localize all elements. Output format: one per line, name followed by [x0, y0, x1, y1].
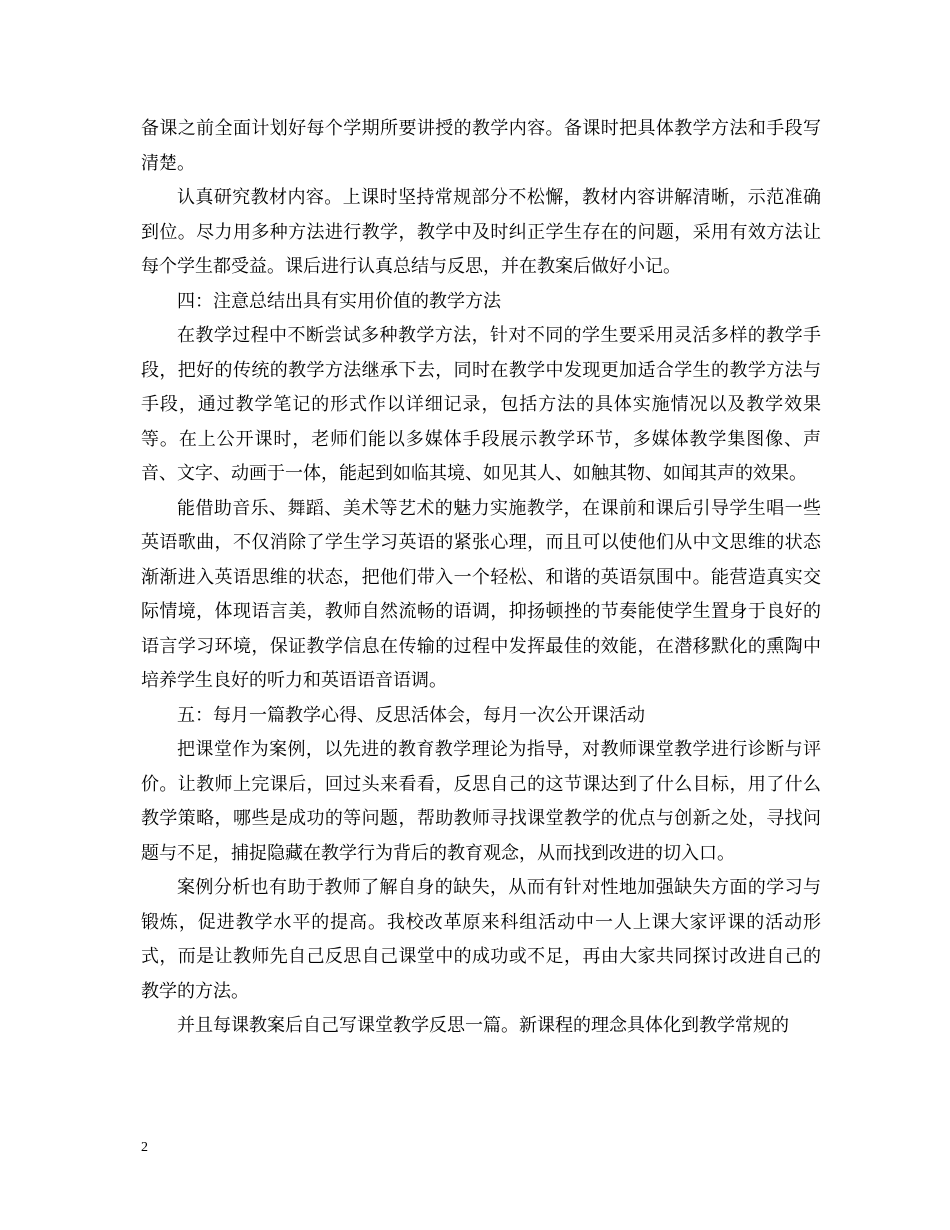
section-heading-five: 五：每月一篇教学心得、反思活体会，每月一次公开课活动: [177, 704, 645, 726]
document-body: [141, 112, 821, 1044]
paragraph-arts-teaching: 能借助音乐、舞蹈、美术等艺术的魅力实施教学，在课前和课后引导学生唱一些英语歌曲，不仅消除了学生学习英语的紧张心理，而且可以使他们从中文思维的状态渐渐进入英语思维的状态，把他们带入一个轻松、和谐的英语氛围中。能营造真实交际情境，体现语言美，教师自然流畅的语调，抑扬顿挫的节奏能使学生置身于良好的语言学习环境，保证教学信息在传输的过程中发挥最佳的效能，在潜移默化的熏陶中培养学生良好的听力和英语语音语调。: [141, 497, 821, 691]
paragraph-reflection: 并且每课教案后自己写课堂教学反思一篇。新课程的理念具体化到教学常规的: [177, 1015, 789, 1036]
paragraph-teaching-methods: 在教学过程中不断尝试多种教学方法，针对不同的学生要采用灵活多样的教学手段，把好的传统的教学方法继承下去，同时在教学中发现更加适合学生的教学方法与手段，通过教学笔记的形式作以详细记录，包括方法的具体实施情况以及教学效果等。在上公开课时，老师们能以多媒体手段展示教学环节，多媒体教学集图像、声音、文字、动画于一体，能起到如临其境、如见其人、如触其物、如闻其声的效果。: [141, 325, 821, 484]
page-number: 2: [141, 1140, 148, 1155]
paragraph-classroom-case: 把课堂作为案例，以先进的教育教学理论为指导，对教师课堂教学进行诊断与评价。让教师上完课后，回过头来看看，反思自己的这节课达到了什么目标，用了什么教学策略，哪些是成功的等问题，帮助教师寻找课堂教学的优点与创新之处，寻找问题与不足，捕捉隐藏在教学行为背后的教育观念，从而找到改进的切入口。: [141, 739, 821, 864]
paragraph-study-materials: 认真研究教材内容。上课时坚持常规部分不松懈，教材内容讲解清晰，示范准确到位。尽力用多种方法进行教学，教学中及时纠正学生存在的问题，采用有效方法让每个学生都受益。课后进行认真总结与反思，并在教案后做好小记。: [141, 187, 821, 277]
paragraph-lesson-prep: 备课之前全面计划好每个学期所要讲授的教学内容。备课时把具体教学方法和手段写清楚。: [141, 118, 821, 174]
paragraph-case-analysis: 案例分析也有助于教师了解自身的缺失，从而有针对性地加强缺失方面的学习与锻炼，促进教学水平的提高。我校改革原来科组活动中一人上课大家评课的活动形式，而是让教师先自己反思自己课堂中的成功或不足，再由大家共同探讨改进自己的教学的方法。: [141, 877, 821, 1002]
section-heading-four: 四：注意总结出具有实用价值的教学方法: [177, 290, 501, 312]
